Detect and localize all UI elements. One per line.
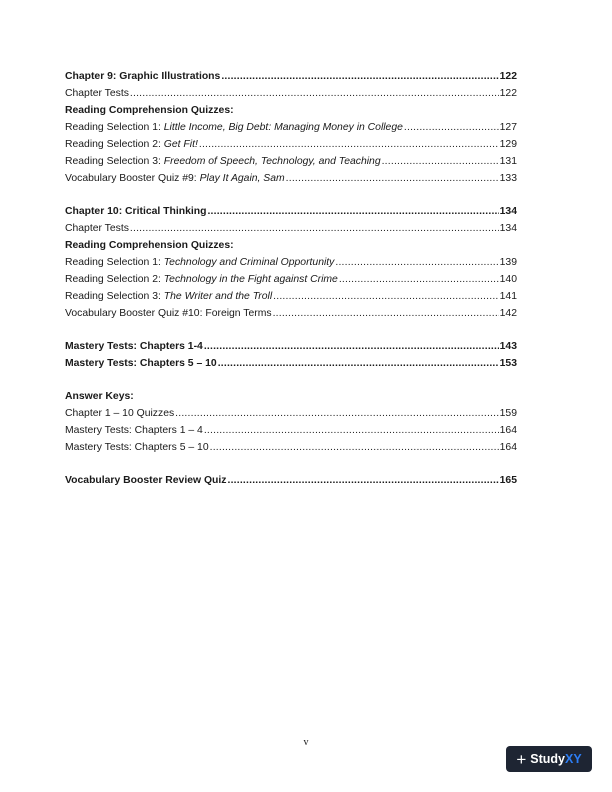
toc-entry-page: 142 [499,308,517,319]
section-heading-quizzes-ch10: Reading Comprehension Quizzes: [65,240,234,251]
dot-leader [404,119,499,136]
page-number: v [303,737,309,748]
toc-entry-page: 129 [499,139,517,150]
spacer [65,456,517,472]
dot-leader [207,203,498,220]
toc-entry-title: Reading Selection 3: The Writer and the Troll [65,291,273,302]
toc-entry-title: Chapter 9: Graphic Illustrations [65,71,221,82]
toc-entry-page: 141 [499,291,517,302]
toc-entry-page: 153 [499,358,517,369]
toc-entry-page: 139 [499,257,517,268]
toc-entry-title: Vocabulary Booster Quiz #9: Play It Again, Sam [65,173,285,184]
toc-entry-mastery-5-10[interactable] [65,355,517,372]
toc-entry-page: 164 [499,425,517,436]
toc-entry-page: 159 [499,408,517,419]
toc-entry-page: 133 [499,173,517,184]
spacer [65,322,517,338]
toc-entry-ch10-reading-2[interactable] [65,271,517,288]
toc-entry-page: 140 [499,274,517,285]
toc-entry-page: 165 [499,475,517,486]
dot-leader [273,305,499,322]
toc-entry-page: 122 [499,71,517,82]
toc-entry-mastery-1-4[interactable] [65,338,517,355]
toc-entry-title: Reading Selection 1: Little Income, Big Debt: Managing Money in College [65,122,403,133]
toc-entry-title: Reading Selection 1: Technology and Criminal Opportunity [65,257,335,268]
toc-entry-title: Reading Selection 2: Technology in the Fight against Crime [65,274,338,285]
toc-entry-answer-mastery-1-4[interactable] [65,422,517,439]
brand-suffix: XY [564,752,582,766]
dot-leader [339,271,499,288]
toc-entry-ch9-reading-2[interactable] [65,136,517,153]
toc-entry-title: Chapter 10: Critical Thinking [65,206,207,217]
toc-entry-page: 122 [499,88,517,99]
toc-entry-title: Mastery Tests: Chapters 5 – 10 [65,442,209,453]
section-heading-quizzes-ch9: Reading Comprehension Quizzes: [65,105,234,116]
toc-entry-title: Vocabulary Booster Quiz #10: Foreign Terms [65,308,272,319]
toc-entry-title: Vocabulary Booster Review Quiz [65,475,227,486]
dot-leader [286,170,499,187]
toc-entry-title: Mastery Tests: Chapters 1-4 [65,341,203,352]
dot-leader [218,355,499,372]
dot-leader [204,422,499,439]
toc-entry-answer-quizzes[interactable] [65,405,517,422]
dot-leader [210,439,499,456]
toc-entry-title: Reading Selection 2: Get Fit! [65,139,198,150]
toc-entry-title: Chapter Tests [65,88,129,99]
toc-entry-page: 164 [499,442,517,453]
dot-leader [273,288,499,305]
studyxy-logo[interactable] [506,746,592,772]
dot-leader [204,338,499,355]
plus-icon: + [516,749,527,769]
dot-leader [130,85,499,102]
toc-entry-chapter-9[interactable] [65,68,517,85]
toc-entry-page: 143 [499,341,517,352]
toc-entry-ch9-reading-3[interactable] [65,153,517,170]
dot-leader [199,136,499,153]
toc-entry-title: Mastery Tests: Chapters 1 – 4 [65,425,203,436]
spacer [65,187,517,203]
toc-entry-title: Chapter Tests [65,223,129,234]
toc-entry-answer-mastery-5-10[interactable] [65,439,517,456]
dot-leader [382,153,499,170]
toc-entry-review-quiz[interactable] [65,472,517,489]
dot-leader [175,405,498,422]
toc-entry-title: Reading Selection 3: Freedom of Speech, Technology, and Teaching [65,156,381,167]
toc-entry-page: 131 [499,156,517,167]
toc-entry-ch10-vocab-quiz[interactable] [65,305,517,322]
toc-entry-ch9-vocab-quiz[interactable] [65,170,517,187]
table-of-contents [65,68,517,489]
toc-entry-page: 134 [499,223,517,234]
toc-entry-chapter-10[interactable] [65,203,517,220]
section-heading-answer-keys: Answer Keys: [65,391,134,402]
dot-leader [228,472,499,489]
toc-entry-page: 134 [499,206,517,217]
toc-entry-title: Mastery Tests: Chapters 5 – 10 [65,358,217,369]
dot-leader [221,68,498,85]
toc-entry-page: 127 [499,122,517,133]
toc-entry-chapter-10-tests[interactable] [65,220,517,237]
toc-entry-ch10-reading-3[interactable] [65,288,517,305]
dot-leader [335,254,498,271]
dot-leader [130,220,499,237]
toc-entry-ch9-reading-1[interactable] [65,119,517,136]
toc-entry-chapter-9-tests[interactable] [65,85,517,102]
brand-prefix: Study [530,752,565,766]
spacer [65,372,517,388]
toc-entry-ch10-reading-1[interactable] [65,254,517,271]
toc-entry-title: Chapter 1 – 10 Quizzes [65,408,175,419]
